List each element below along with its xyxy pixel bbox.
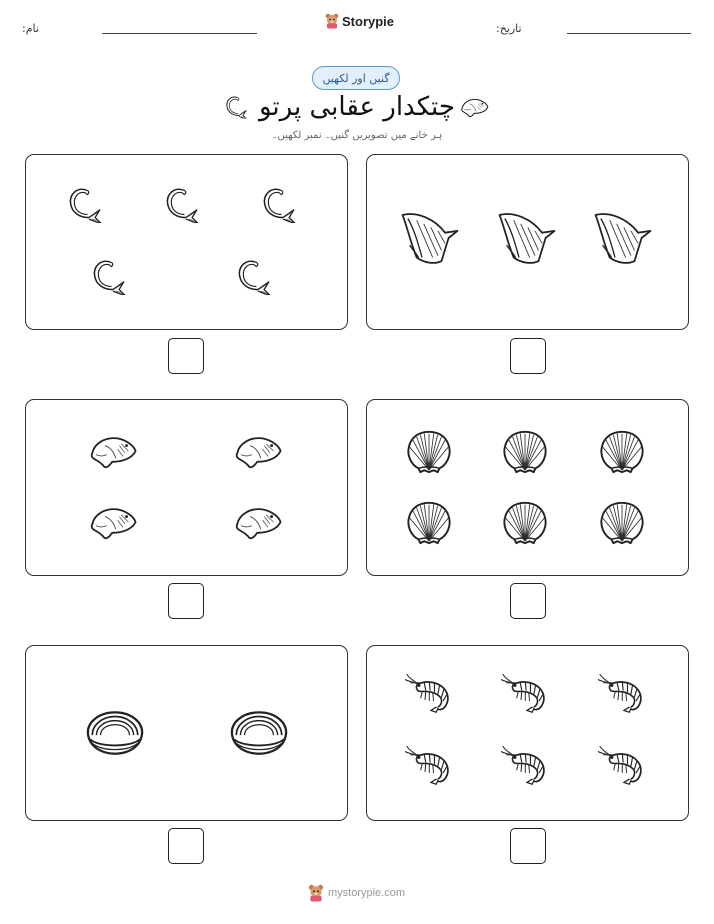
counting-panel-stingray [25, 399, 348, 576]
name-label: نام: [22, 22, 39, 35]
picture-group [367, 646, 690, 822]
answer-box-fish-fin[interactable] [510, 338, 546, 374]
picture-group [26, 400, 349, 577]
answer-box-shrimp-tail[interactable] [168, 338, 204, 374]
shrimp-tail-icon [167, 189, 198, 223]
date-line[interactable] [567, 33, 691, 34]
counting-panel-clam [25, 645, 348, 821]
stingray-icon [237, 509, 281, 538]
brand-name: Storypie [342, 13, 395, 29]
fish-fin-icon [500, 214, 555, 263]
footer [308, 884, 405, 902]
answer-box-stingray[interactable] [168, 583, 204, 619]
shrimp-icon [598, 674, 641, 712]
brand-logo [325, 13, 394, 29]
date-label: تاریخ: [496, 22, 522, 35]
answer-box-clam[interactable] [168, 828, 204, 864]
counting-panel-scallop [366, 399, 689, 576]
instruction-text: ہر خانے میں تصویریں گنیں۔ نمبر لکھیں۔ [271, 130, 443, 141]
stingray-icon [92, 438, 136, 467]
bear-logo-icon [308, 884, 324, 902]
counting-panel-shrimp-tail [25, 154, 348, 330]
stingray-icon [459, 96, 491, 118]
shrimp-tail-icon [264, 189, 295, 223]
shrimp-icon [501, 674, 544, 712]
picture-group [367, 155, 690, 331]
answer-box-shrimp[interactable] [510, 828, 546, 864]
shrimp-icon [405, 746, 448, 784]
picture-group [26, 155, 349, 331]
stingray-icon [92, 509, 136, 538]
clam-shell-icon [232, 712, 286, 753]
shrimp-tail-icon [239, 261, 270, 295]
scallop-shell-icon [601, 503, 642, 543]
scallop-shell-icon [408, 503, 449, 543]
fish-fin-icon [596, 214, 651, 263]
footer-url[interactable]: mystorypie.com [328, 887, 406, 899]
counting-panel-fish-fin [366, 154, 689, 330]
task-badge: گنیں اور لکھیں [312, 66, 400, 90]
shrimp-icon [405, 674, 448, 712]
bear-logo-icon [325, 13, 339, 29]
scallop-shell-icon [504, 503, 545, 543]
shrimp-tail-icon [70, 189, 101, 223]
answer-box-scallop[interactable] [510, 583, 546, 619]
clam-shell-icon [88, 712, 142, 753]
shrimp-icon [501, 746, 544, 784]
picture-group [367, 400, 690, 577]
stingray-icon [237, 438, 281, 467]
counting-panel-shrimp [366, 645, 689, 821]
scallop-shell-icon [408, 432, 449, 472]
scallop-shell-icon [601, 432, 642, 472]
page-title: چتکدار عقابی پرتو [259, 92, 455, 122]
fish-fin-icon [403, 214, 458, 263]
shrimp-tail-icon [94, 261, 125, 295]
shrimp-icon [598, 746, 641, 784]
name-line[interactable] [102, 33, 257, 34]
picture-group [26, 646, 349, 822]
scallop-shell-icon [504, 432, 545, 472]
